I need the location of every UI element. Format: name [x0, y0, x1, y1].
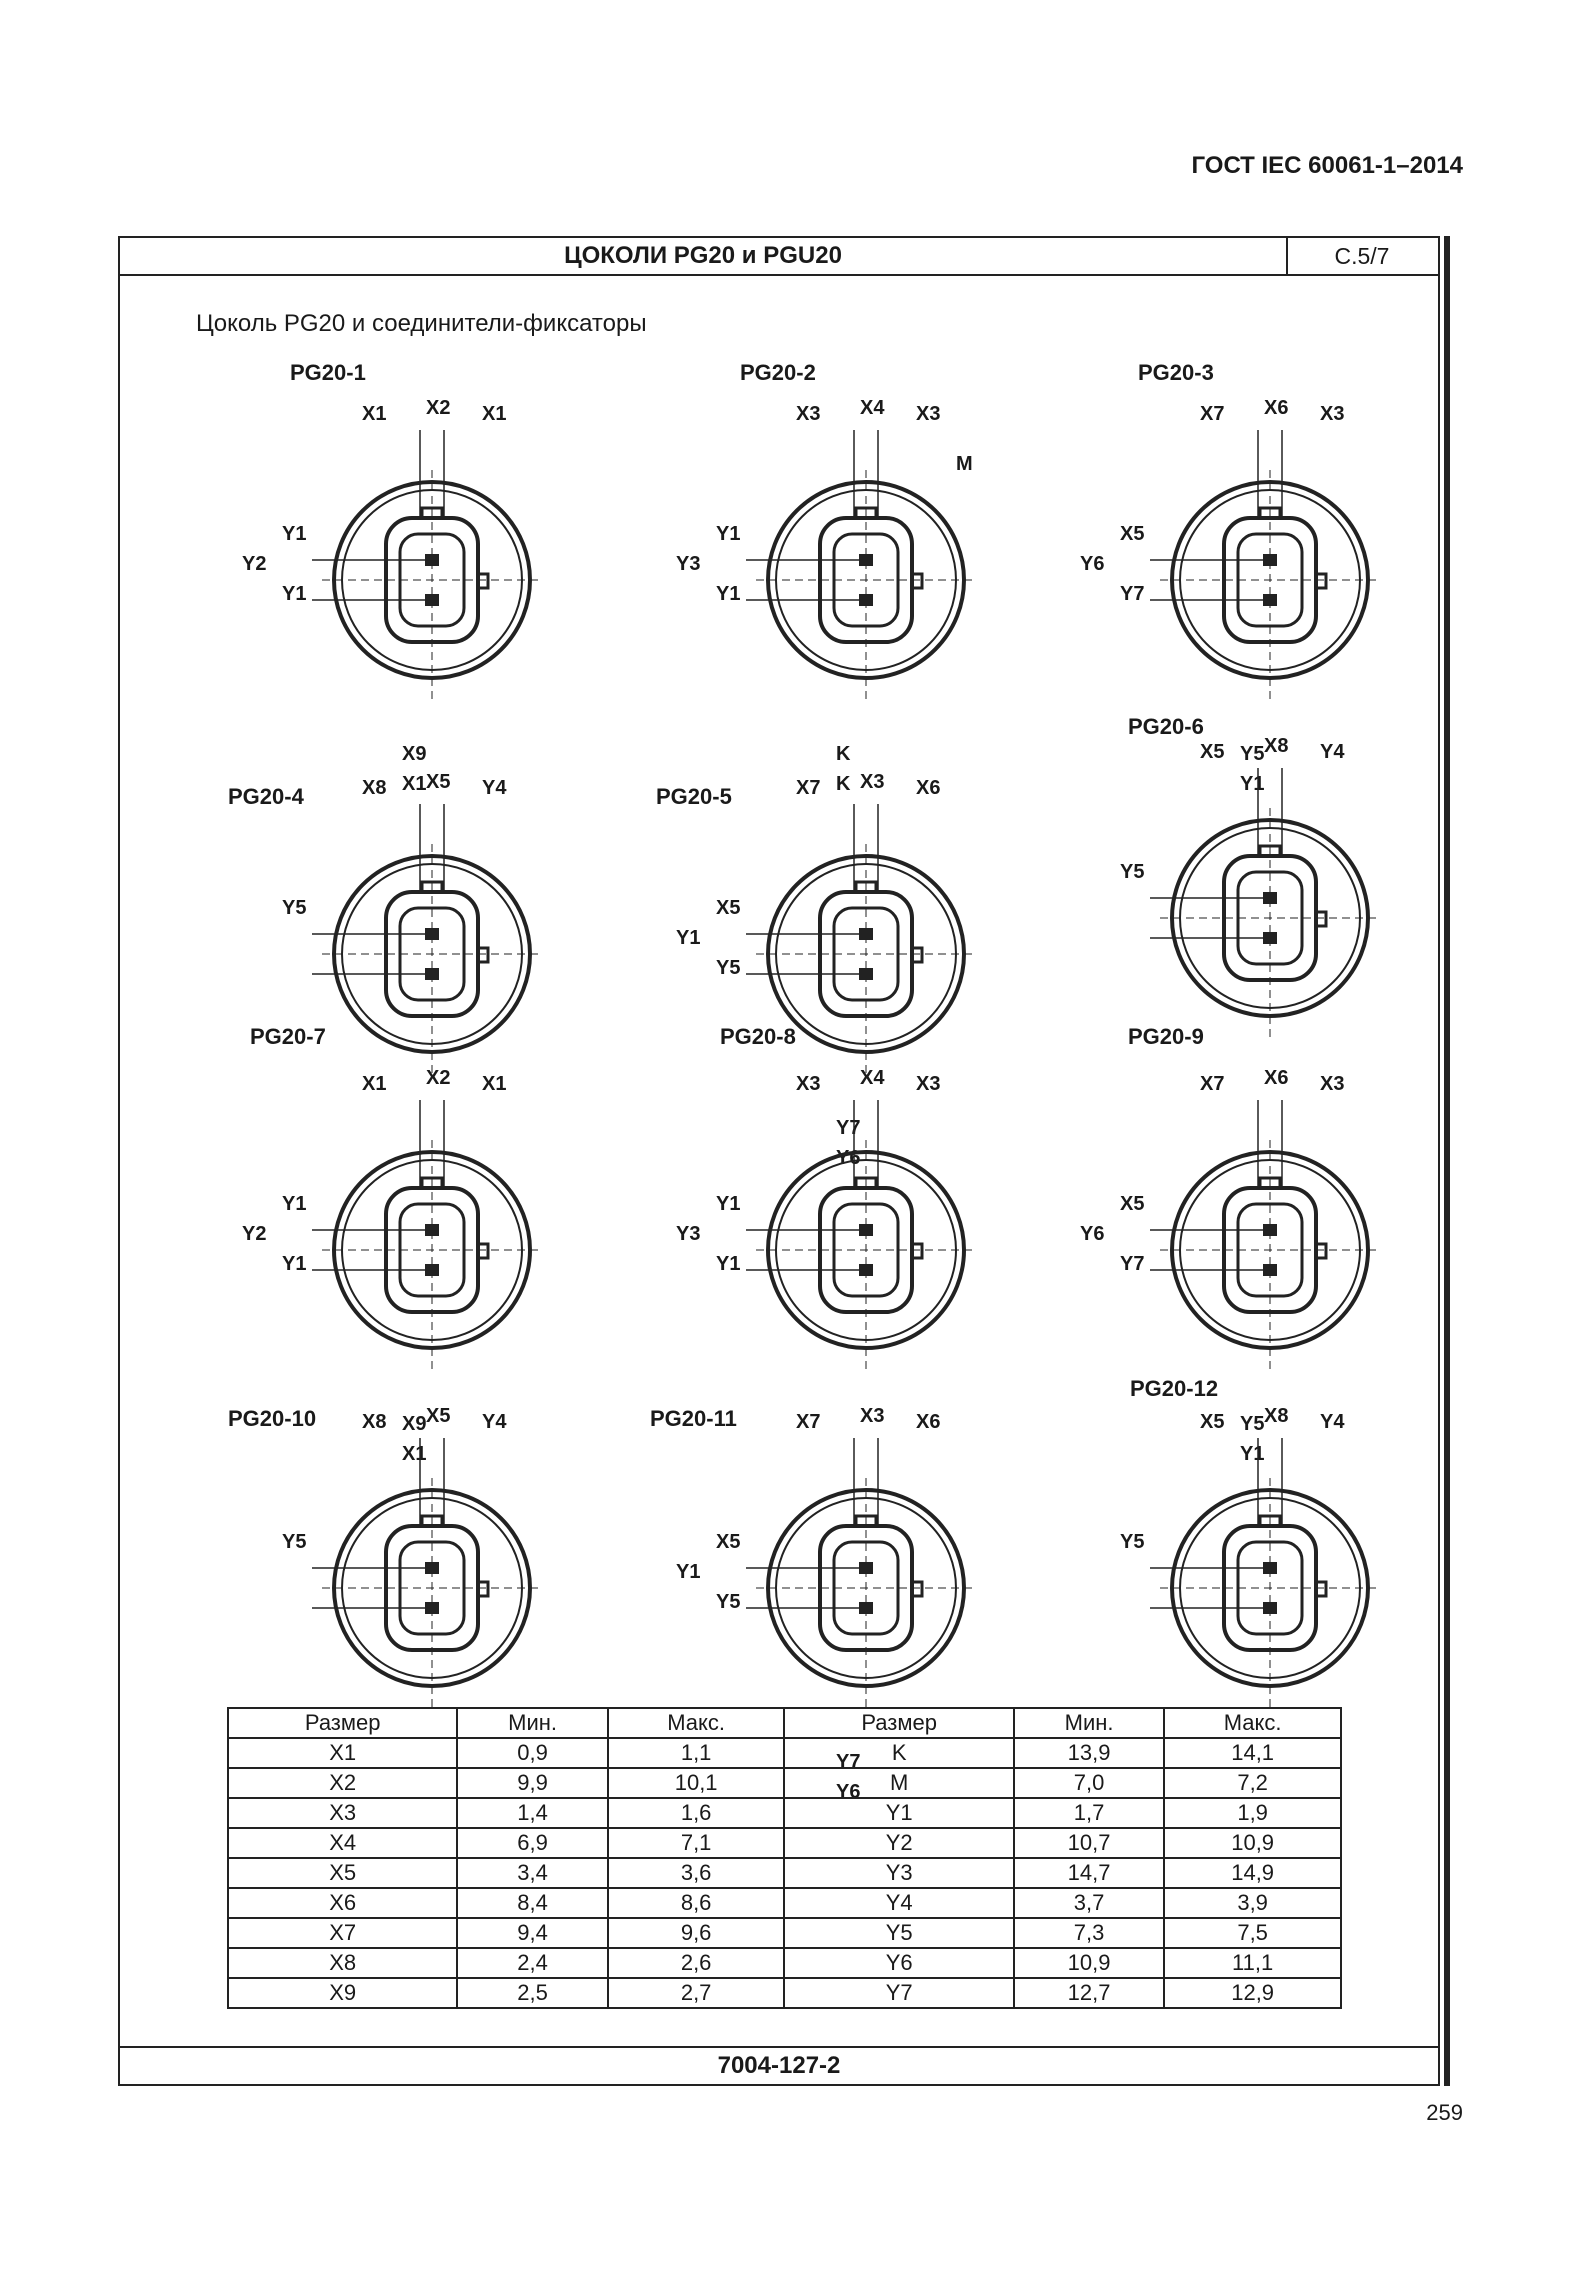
base-figure-pg20-10 — [228, 1405, 542, 1708]
sheet-title: ЦОКОЛИ PG20 и PGU20 — [120, 238, 1288, 274]
col-header: Макс. — [1164, 1708, 1341, 1738]
table-row — [228, 1978, 1341, 2008]
table-cell: X6 — [228, 1888, 457, 1918]
dimension-label: Y4 — [482, 777, 507, 799]
dimension-table — [227, 1707, 1342, 2009]
dimension-label: X8 — [1264, 735, 1289, 757]
table-cell: 10,7 — [1014, 1828, 1164, 1858]
latch-tab — [1316, 912, 1326, 926]
table-cell: X8 — [228, 1948, 457, 1978]
dimension-label: X5 — [716, 897, 741, 919]
base-figure-pg20-5 — [656, 771, 976, 1169]
dimension-label: Y6 — [836, 1147, 861, 1169]
table-cell: 6,9 — [457, 1828, 607, 1858]
frame-edge — [1444, 236, 1450, 2086]
dimension-label: Y1 — [716, 583, 741, 605]
figure-label: PG20-11 — [650, 1406, 737, 1431]
table-cell: X7 — [228, 1918, 457, 1948]
table-cell: 11,1 — [1164, 1948, 1341, 1978]
dimension-label: Y4 — [1320, 741, 1345, 763]
dimension-label: Y3 — [676, 1223, 701, 1245]
table-cell: 9,6 — [608, 1918, 785, 1948]
dimension-label: Y4 — [1320, 1411, 1345, 1433]
figure-label: PG20-8 — [720, 1024, 796, 1049]
table-cell: Y7 — [784, 1978, 1013, 2008]
dimension-label: Y1 — [282, 1193, 307, 1215]
base-figure-pg20-2 — [676, 360, 976, 795]
base-figure-pg20-7 — [242, 1024, 542, 1465]
dimension-label: X8 — [362, 777, 387, 799]
table-cell: Y1 — [784, 1798, 1013, 1828]
dimension-label: Y5 — [1120, 1531, 1145, 1553]
base-figure-pg20-1 — [242, 360, 542, 795]
dimension-label: Y7 — [836, 1117, 861, 1139]
figure-label: PG20-10 — [228, 1406, 317, 1431]
dimension-label: X1 — [482, 403, 507, 425]
figure-label: PG20-6 — [1128, 714, 1204, 739]
table-cell: 14,7 — [1014, 1858, 1164, 1888]
table-cell: 7,2 — [1164, 1768, 1341, 1798]
table-cell: 1,9 — [1164, 1798, 1341, 1828]
table-cell: 14,1 — [1164, 1738, 1341, 1768]
figure-label: PG20-5 — [656, 784, 732, 809]
dimension-label: X8 — [1264, 1405, 1289, 1427]
dimension-label: X4 — [860, 397, 885, 419]
dimension-label: Y7 — [836, 1751, 861, 1773]
dimension-label: Y1 — [282, 1253, 307, 1275]
dimension-label: Y1 — [716, 1193, 741, 1215]
table-cell: 10,1 — [608, 1768, 785, 1798]
table-cell: 1,6 — [608, 1798, 785, 1828]
table-row — [228, 1738, 1341, 1768]
table-cell: X4 — [228, 1828, 457, 1858]
table-cell: X3 — [228, 1798, 457, 1828]
dimension-label: X9 — [402, 1413, 427, 1435]
dimension-label: Y2 — [242, 1223, 267, 1245]
table-cell: Y6 — [784, 1948, 1013, 1978]
latch-tab — [478, 1244, 488, 1258]
table-cell: Y5 — [784, 1918, 1013, 1948]
col-header: Макс. — [608, 1708, 785, 1738]
table-cell: 1,1 — [608, 1738, 785, 1768]
drawing-sheet — [118, 236, 1440, 2086]
dimension-label: Y1 — [676, 927, 701, 949]
table-cell: 2,4 — [457, 1948, 607, 1978]
dimension-label: Y5 — [282, 897, 307, 919]
dimension-label: X4 — [860, 1067, 885, 1089]
dimension-label: Y1 — [716, 523, 741, 545]
dimension-label: X5 — [1200, 741, 1225, 763]
dimension-label: Y5 — [1240, 1413, 1265, 1435]
dimension-label: X7 — [1200, 403, 1225, 425]
dimension-label: X3 — [796, 403, 821, 425]
table-row — [228, 1948, 1341, 1978]
dimension-label: Y6 — [836, 1781, 861, 1803]
latch-tab — [912, 574, 922, 588]
table-cell: Y4 — [784, 1888, 1013, 1918]
table-cell: 13,9 — [1014, 1738, 1164, 1768]
dimension-label: X5 — [1120, 523, 1145, 545]
page-number: 259 — [1426, 2100, 1463, 2125]
dimension-label: X2 — [426, 397, 451, 419]
table-row — [228, 1888, 1341, 1918]
dimension-label: X1 — [402, 773, 427, 795]
dimension-label: X5 — [1120, 1193, 1145, 1215]
dimension-label: X5 — [1200, 1411, 1225, 1433]
dimension-label: Y1 — [676, 1561, 701, 1583]
sheet-footer: 7004-127-2 — [120, 2046, 1438, 2084]
table-row — [228, 1918, 1341, 1948]
table-cell: 12,9 — [1164, 1978, 1341, 2008]
latch-tab — [1316, 574, 1326, 588]
table-cell: M — [784, 1768, 1013, 1798]
latch-tab — [912, 1244, 922, 1258]
table-row — [228, 1768, 1341, 1798]
table-cell: 3,9 — [1164, 1888, 1341, 1918]
figure-label: PG20-7 — [250, 1024, 326, 1049]
latch-tab — [478, 948, 488, 962]
dimension-label: X5 — [426, 771, 451, 793]
table-cell: 2,5 — [457, 1978, 607, 2008]
dimension-label: X6 — [916, 1411, 941, 1433]
dimension-label: X6 — [1264, 397, 1289, 419]
table-cell: 9,9 — [457, 1768, 607, 1798]
table-cell: 1,7 — [1014, 1798, 1164, 1828]
table-cell: 8,4 — [457, 1888, 607, 1918]
base-figure-pg20-3 — [1080, 360, 1380, 795]
dimension-label: Y6 — [1080, 1223, 1105, 1245]
table-cell: 14,9 — [1164, 1858, 1341, 1888]
table-cell: 10,9 — [1014, 1948, 1164, 1978]
table-row — [228, 1828, 1341, 1858]
table-cell: 3,7 — [1014, 1888, 1164, 1918]
dimension-label: X6 — [1264, 1067, 1289, 1089]
table-cell: 3,6 — [608, 1858, 785, 1888]
dimension-label: Y1 — [282, 583, 307, 605]
dimension-label: Y5 — [282, 1531, 307, 1553]
dimension-label: X3 — [916, 1073, 941, 1095]
dimension-label: K — [836, 743, 851, 765]
table-cell: K — [784, 1738, 1013, 1768]
figure-label: PG20-9 — [1128, 1024, 1204, 1049]
dimension-label: X3 — [796, 1073, 821, 1095]
figure-label: PG20-2 — [740, 360, 816, 385]
table-cell: 1,4 — [457, 1798, 607, 1828]
dimension-label: X1 — [402, 1443, 427, 1465]
dimension-label: X3 — [1320, 1073, 1345, 1095]
table-cell: 2,7 — [608, 1978, 785, 2008]
dimension-label: Y5 — [716, 957, 741, 979]
dimension-label: X3 — [1320, 403, 1345, 425]
dimension-label: X1 — [482, 1073, 507, 1095]
latch-tab — [478, 1582, 488, 1596]
dimension-label: Y5 — [1240, 743, 1265, 765]
dimension-label: X1 — [362, 1073, 387, 1095]
table-cell: 7,1 — [608, 1828, 785, 1858]
table-cell: 12,7 — [1014, 1978, 1164, 2008]
latch-tab — [912, 1582, 922, 1596]
table-cell: X9 — [228, 1978, 457, 2008]
dimension-label: X3 — [860, 1405, 885, 1427]
dimension-label: Y1 — [1240, 773, 1265, 795]
latch-tab — [912, 948, 922, 962]
sheet-subtitle: Цоколь PG20 и соединители-фиксаторы — [196, 310, 647, 337]
dimension-label: X8 — [362, 1411, 387, 1433]
latch-tab — [1316, 1244, 1326, 1258]
table-row — [228, 1858, 1341, 1888]
table-cell: 7,0 — [1014, 1768, 1164, 1798]
latch-tab — [478, 574, 488, 588]
table-cell: Y2 — [784, 1828, 1013, 1858]
dimension-label: Y7 — [1120, 583, 1145, 605]
dimension-label: Y6 — [1080, 553, 1105, 575]
table-cell: 8,6 — [608, 1888, 785, 1918]
sheet-code: C.5/7 — [1334, 243, 1390, 269]
dimension-label: Y5 — [716, 1591, 741, 1613]
table-cell: X2 — [228, 1768, 457, 1798]
dimension-label: Y2 — [242, 553, 267, 575]
table-cell: 3,4 — [457, 1858, 607, 1888]
dimension-label: X5 — [716, 1531, 741, 1553]
table-header-row — [228, 1708, 1341, 1738]
dimension-label: X7 — [796, 777, 821, 799]
dimension-label: K — [836, 773, 851, 795]
col-header: Размер — [784, 1708, 1013, 1738]
dimension-label: Y4 — [482, 1411, 507, 1433]
table-cell: 7,3 — [1014, 1918, 1164, 1948]
dimension-label: Y3 — [676, 553, 701, 575]
col-header: Мин. — [457, 1708, 607, 1738]
table-cell: X1 — [228, 1738, 457, 1768]
dimension-label: Y1 — [282, 523, 307, 545]
table-cell: Y3 — [784, 1858, 1013, 1888]
figure-label: PG20-12 — [1130, 1376, 1219, 1401]
col-header: Мин. — [1014, 1708, 1164, 1738]
dimension-label: Y5 — [1120, 861, 1145, 883]
table-cell: 10,9 — [1164, 1828, 1341, 1858]
dimension-label: X6 — [916, 777, 941, 799]
dimension-label: X7 — [796, 1411, 821, 1433]
col-header: Размер — [228, 1708, 457, 1738]
base-figure-pg20-9 — [1080, 1024, 1380, 1465]
figure-label: PG20-3 — [1138, 360, 1214, 385]
standard-designation: ГОСТ IEC 60061-1–2014 — [1191, 152, 1463, 179]
table-row — [228, 1798, 1341, 1828]
dimension-label: X1 — [362, 403, 387, 425]
dimension-label: Y1 — [1240, 1443, 1265, 1465]
figure-label: PG20-1 — [290, 360, 366, 385]
latch-tab — [1316, 1582, 1326, 1596]
table-cell: 2,6 — [608, 1948, 785, 1978]
dimension-label: X5 — [426, 1405, 451, 1427]
dimension-label: X3 — [860, 771, 885, 793]
dimension-label: X2 — [426, 1067, 451, 1089]
base-figure-pg20-8 — [676, 1024, 976, 1370]
dimension-label: X3 — [916, 403, 941, 425]
dimension-label: Y1 — [716, 1253, 741, 1275]
table-cell: 0,9 — [457, 1738, 607, 1768]
dimension-label: M — [956, 453, 973, 475]
figure-label: PG20-4 — [228, 784, 304, 809]
table-cell: X5 — [228, 1858, 457, 1888]
table-cell: 9,4 — [457, 1918, 607, 1948]
table-cell: 7,5 — [1164, 1918, 1341, 1948]
dimension-label: Y7 — [1120, 1253, 1145, 1275]
dimension-label: X7 — [1200, 1073, 1225, 1095]
dimension-label: X9 — [402, 743, 427, 765]
